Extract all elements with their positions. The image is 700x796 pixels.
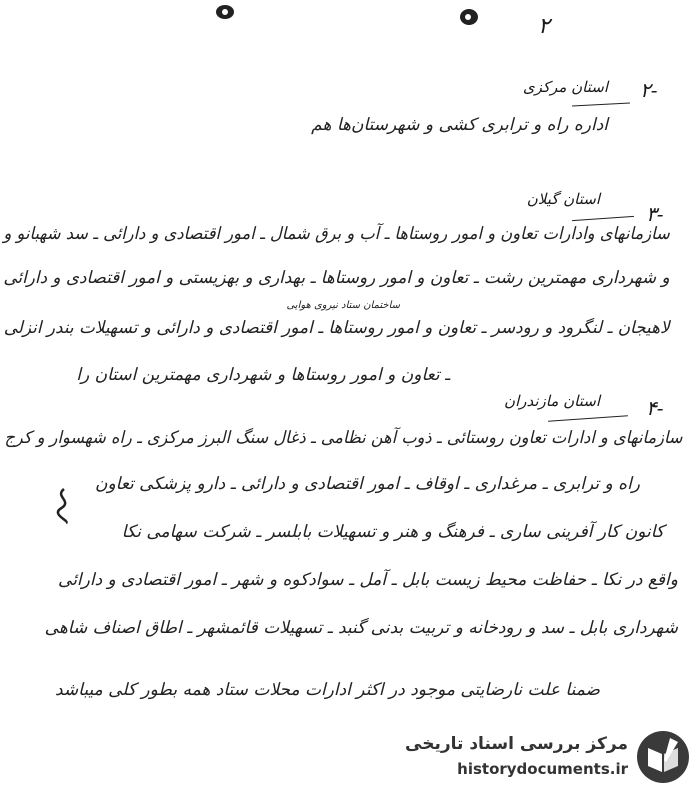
- document-line: ـ تعاون و امور روستاها و شهرداری مهمترین استان را: [76, 365, 450, 385]
- document-line: و شهرداری مهمترین رشت ـ تعاون و امور روستاها ـ بهداری و بهزیستی و امور اقتصادی و دارائی: [3, 268, 670, 288]
- document-line: کانون کار آفرینی ساری ـ فرهنگ و هنر و تسهیلات بابلسر ـ شرکت سهامی نکا: [121, 522, 664, 542]
- ink-blot-icon: [456, 6, 482, 28]
- heading-underline: [572, 102, 630, 106]
- section-number: ۴-: [646, 396, 664, 420]
- section-heading: استان گیلان: [526, 190, 600, 208]
- ink-blot-icon: [212, 2, 238, 22]
- watermark-title: مرکز بررسی اسناد تاریخی: [405, 734, 628, 754]
- document-line: شهرداری بابل ـ سد و رودخانه و تربیت بدنی گنبد ـ تسهیلات قائمشهر ـ اطاق اصناف شاهی: [44, 618, 678, 638]
- document-line: واقع در نکا ـ حفاظت محیط زیست بابل ـ آمل ـ سوادکوه و شهر ـ امور اقتصادی و دارائی: [58, 570, 678, 590]
- section-number: ۳-: [646, 202, 664, 226]
- heading-underline: [548, 415, 628, 422]
- document-line: سازمانهای و ادارات تعاون روستائی ـ ذوب آهن نظامی ـ ذغال سنگ البرز مرکزی ـ راه شهسوار و کرج: [3, 428, 682, 448]
- watermark: [405, 722, 698, 790]
- watermark-url: historydocuments.ir: [457, 760, 628, 778]
- section-heading: استان مرکزی: [522, 78, 608, 96]
- document-line: ضمنا علت نارضایتی موجود در اکثر ادارات محلات ستاد همه بطور کلی میباشد: [55, 680, 600, 700]
- document-line: اداره راه و ترابری کشی و شهرستان‌ها هم: [311, 115, 608, 135]
- interline-note: ساختمان ستاد نیروی هوایی: [286, 300, 400, 311]
- document-line: لاهیجان ـ لنگرود و رودسر ـ تعاون و امور روستاها ـ امور اقتصادی و دارائی و تسهیلات بندر انزلی: [4, 318, 670, 338]
- book-quill-icon: [634, 728, 692, 786]
- margin-mark-icon: [50, 485, 78, 525]
- document-line: راه و ترابری ـ مرغداری ـ اوقاف ـ امور اقتصادی و دارائی ـ دارو پزشکی تعاون: [94, 474, 640, 494]
- page-number: ۲: [538, 14, 550, 39]
- document-line: سازمانهای وادارات تعاون و امور روستاها ـ آب و برق شمال ـ امور اقتصادی و دارائی ـ سد شهبانو و: [3, 224, 670, 244]
- heading-underline: [572, 216, 634, 221]
- section-number: ۲-: [640, 78, 658, 102]
- section-heading: استان مازندران: [504, 392, 600, 410]
